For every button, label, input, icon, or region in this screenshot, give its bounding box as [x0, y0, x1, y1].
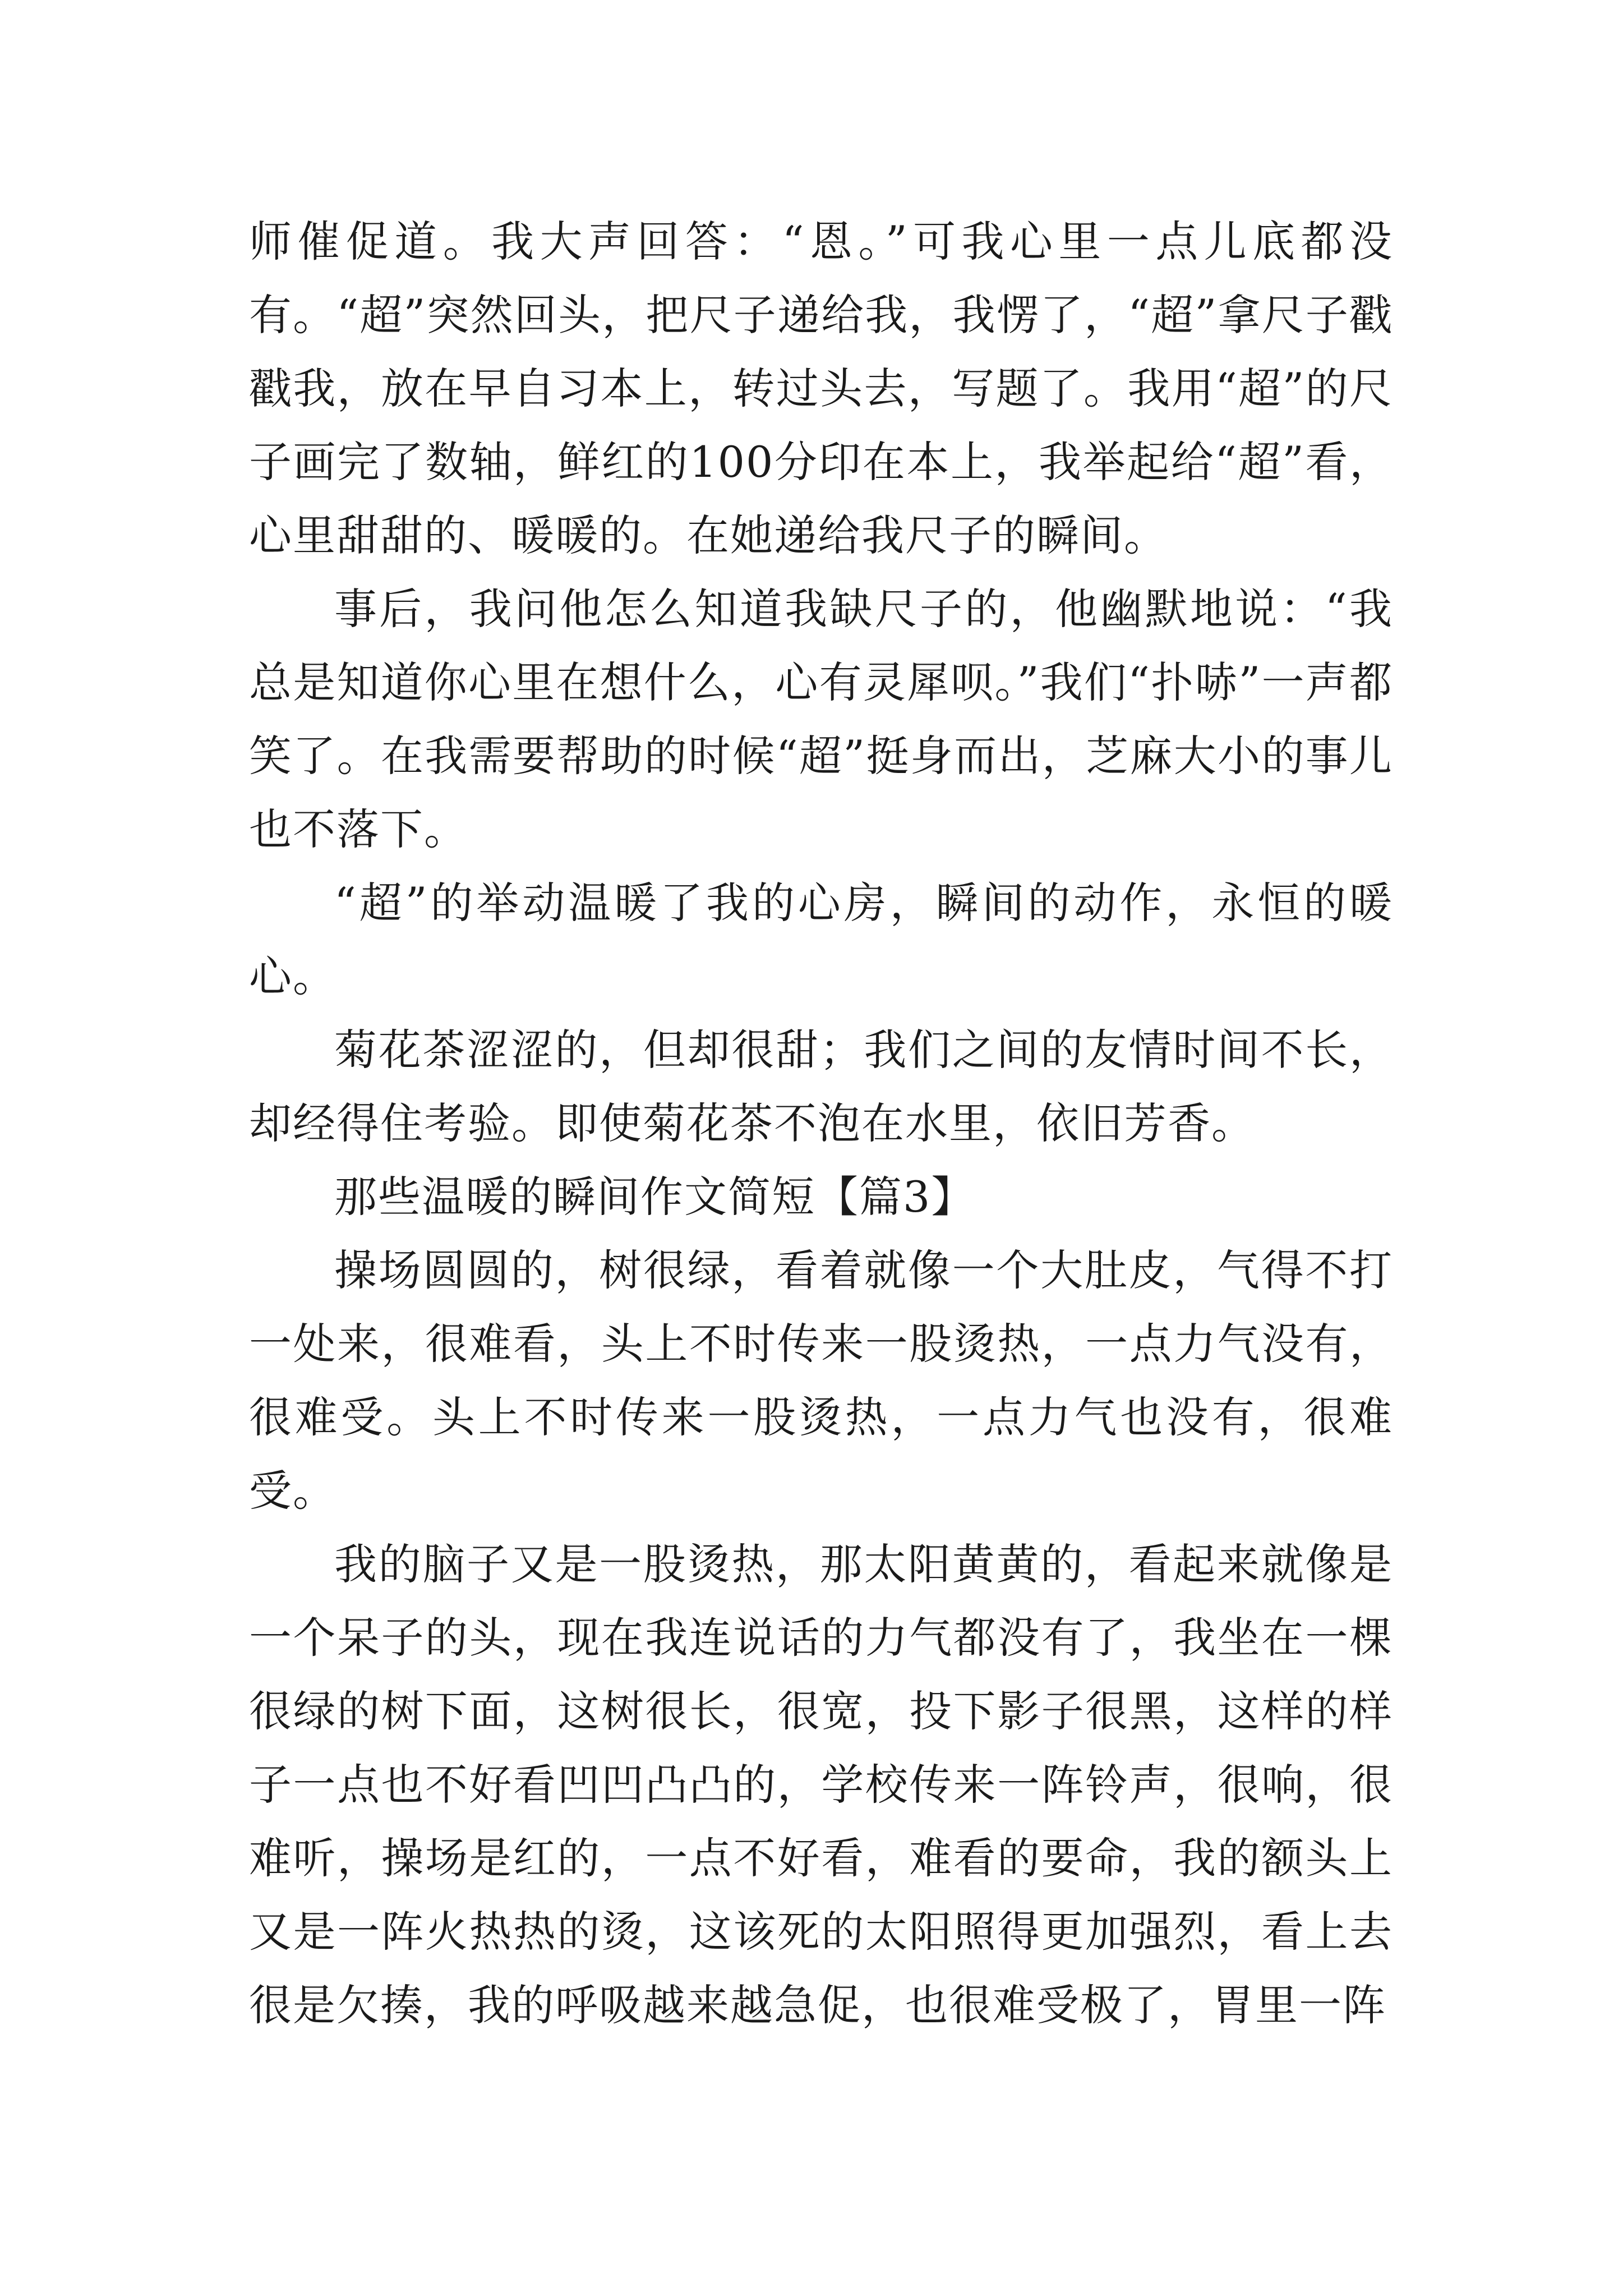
body-text — [249, 205, 1393, 2042]
paragraph-2: 事后，我问他怎么知道我缺尺子的，他幽默地说：“我总是知道你心里在想什么，心有灵犀呗。”我们“扑哧”一声都笑了。在我需要帮助的时候“超”挺身而出，芝麻大小的事儿也不落下。 — [249, 584, 1393, 854]
section-heading: 那些温暖的瞬间作文简短【篇3】 — [334, 1172, 975, 1222]
paragraph-5: 操场圆圆的，树很绿，看着就像一个大肚皮，气得不打一处来，很难看，头上不时传来一股烫热，一点力气没有，很难受。头上不时传来一股烫热，一点力气也没有，很难受。 — [249, 1245, 1393, 1516]
paragraph-4: 菊花茶涩涩的，但却很甜；我们之间的友情时间不长，却经得住考验。即使菊花茶不泡在水里，依旧芳香。 — [249, 1025, 1393, 1148]
paragraph-1: 师催促道。我大声回答：“恩。”可我心里一点儿底都没有。“超”突然回头，把尺子递给我，我愣了，“超”拿尺子戳戳我，放在早自习本上，转过头去，写题了。我用“超”的尺子画完了数轴，鲜红的100分印在本上，我举起给“超”看，心里甜甜的、暖暖的。在她递给我尺子的瞬间。 — [249, 217, 1393, 560]
paragraph-3: “超”的举动温暖了我的心房，瞬间的动作，永恒的暖心。 — [249, 878, 1393, 1001]
paragraph-6: 我的脑子又是一股烫热，那太阳黄黄的，看起来就像是一个呆子的头，现在我连说话的力气都没有了，我坐在一棵很绿的树下面，这树很长，很宽，投下影子很黑，这样的样子一点也不好看凹凹凸凸的，学校传来一阵铃声，很响，很难听，操场是红的，一点不好看，难看的要命，我的额头上又是一阵火热热的烫，这该死的太阳照得更加强烈，看上去很是欠揍，我的呼吸越来越急促，也很难受极了，胃里一阵 — [249, 1539, 1393, 2030]
